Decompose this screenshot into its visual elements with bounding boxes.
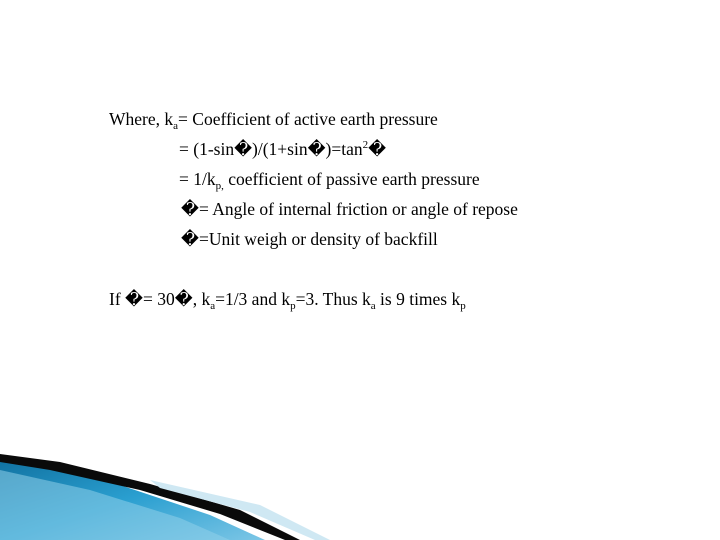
kp-definition: coefficient of passive earth pressure (223, 169, 480, 189)
subscript-a: a (173, 120, 179, 132)
kp-formula: = 1/k (179, 169, 216, 189)
definition-gamma (181, 229, 438, 249)
gamma-definition: =Unit weigh or density of backfill (198, 229, 438, 249)
subscript-a-1: a (210, 300, 216, 312)
definition-ka (109, 109, 438, 132)
example-statement (109, 289, 466, 312)
example-part-1: If (109, 289, 126, 309)
example-part-5: =3. Thus k (295, 289, 371, 309)
definition-kp (179, 169, 480, 192)
phi-definition: = Angle of internal friction or angle of repose (198, 199, 518, 219)
example-part-2: = 30 (142, 289, 175, 309)
formula-part-2: )/(1+sin (252, 139, 308, 159)
where-text: Where, k (109, 109, 174, 129)
example-part-6: is 9 times k (375, 289, 461, 309)
formula-part-3: )=tan (325, 139, 363, 159)
subscript-p: p, (215, 180, 224, 192)
example-part-3: , k (192, 289, 211, 309)
phi-glyph-example: � (125, 289, 143, 309)
formula-part-1: = (1-sin (179, 139, 235, 159)
degree-glyph: � (174, 289, 193, 309)
subscript-a-2: a (370, 300, 376, 312)
phi-glyph: � (181, 199, 199, 219)
gamma-glyph: � (181, 229, 199, 249)
phi-glyph-3: � (368, 139, 387, 159)
subscript-p-2: p (460, 300, 466, 312)
ka-definition: = Coefficient of active earth pressure (178, 109, 438, 129)
example-part-4: =1/3 and k (215, 289, 291, 309)
definition-phi (181, 199, 518, 219)
phi-glyph-1: � (234, 139, 253, 159)
formula-ka (179, 139, 386, 159)
superscript-2: 2 (362, 139, 369, 151)
phi-glyph-2: � (307, 139, 326, 159)
subscript-p-1: p (290, 300, 296, 312)
